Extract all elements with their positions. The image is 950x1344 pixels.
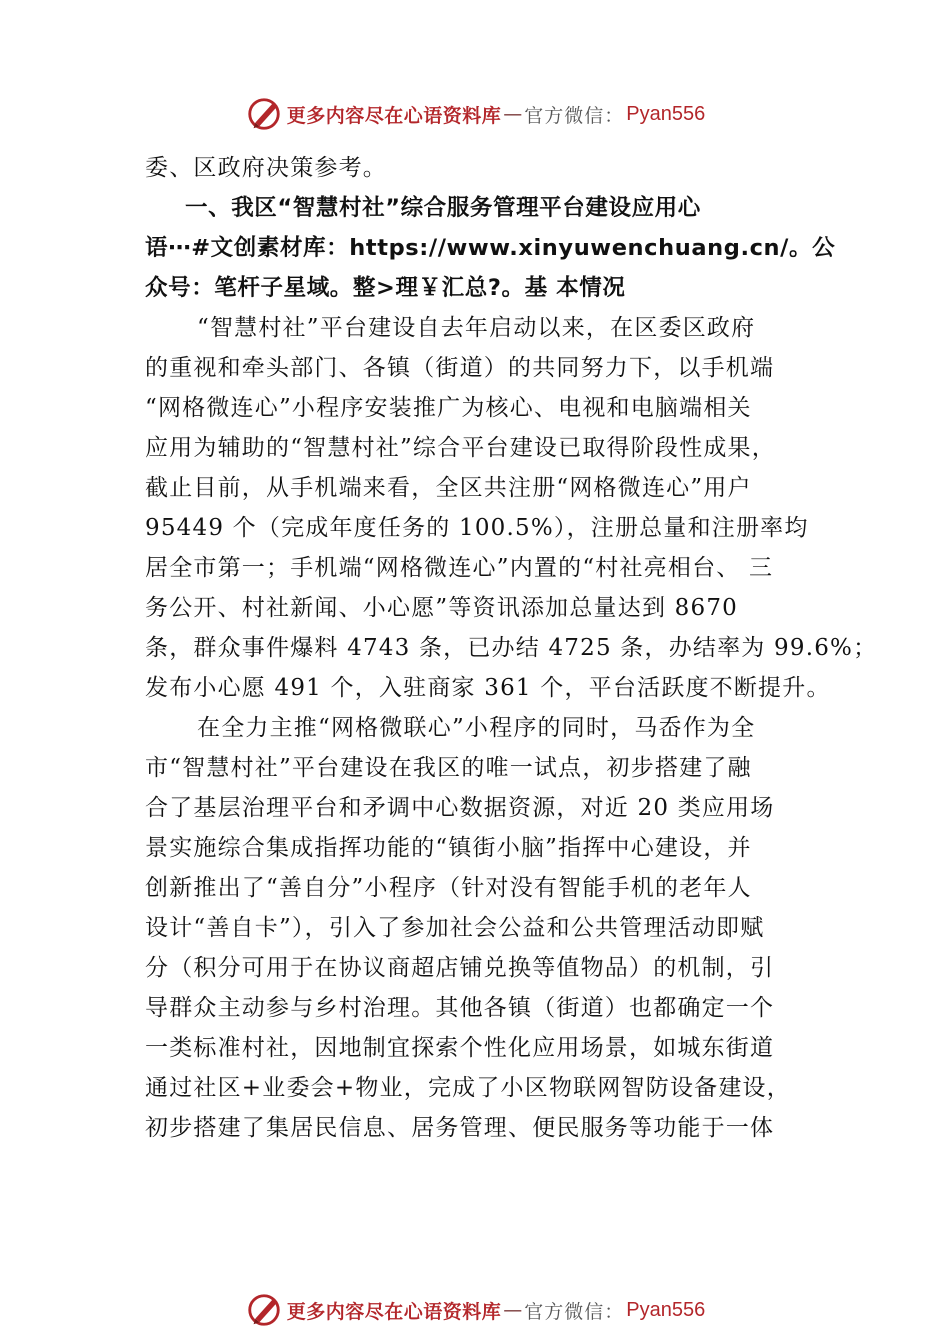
banner-separator: — [503,1299,523,1321]
text-line: 市“智慧村社”平台建设在我区的唯一试点，初步搭建了融 [145,755,752,781]
text-line: 居全市第一；手机端“网格微连心”内置的“村社亮相台、 三 [145,555,774,581]
text-line: 初步搭建了集居民信息、居务管理、便民服务等功能于一体 [145,1115,775,1141]
pen-seal-logo-icon [245,95,283,133]
banner-site-text: 更多内容尽在心语资料库 [286,104,502,127]
text-line: 95449 个（完成年度任务的 100.5%），注册总量和注册率均 [145,515,809,541]
text-line: 委、区政府决策参考。 [145,155,387,181]
text-line: 务公开、村社新闻、小心愿”等资讯添加总量达到 8670 [145,595,739,621]
text-line: 合了基层治理平台和矛调中心数据资源，对近 20 类应用场 [145,795,775,821]
text-line: 应用为辅助的“智慧村社”综合平台建设已取得阶段性成果， [145,435,776,461]
text-line: 一类标准村社，因地制宜探索个性化应用场景，如城东街道 [145,1035,775,1061]
text-line: 导群众主动参与乡村治理。其他各镇（街道）也都确定一个 [145,995,775,1021]
banner-label: 官方微信： [524,1300,625,1323]
text-line: “网格微连心”小程序安装推广为核心、电视和电脑端相关 [145,395,752,421]
text-line: 创新推出了“善自分”小程序（针对没有智能手机的老年人 [145,875,752,901]
text-line: 设计“善自卡”），引入了参加社会公益和公共管理活动即赋 [145,915,765,941]
text-line: 条，群众事件爆料 4743 条，已办结 4725 条，办结率为 99.6%； [145,635,878,661]
document-body [145,148,878,1148]
header-banner [0,94,950,134]
text-line: 通过社区+业委会+物业，完成了小区物联网智防设备建设， [145,1075,791,1101]
banner-separator: — [503,103,523,125]
text-line: 景实施综合集成指挥功能的“镇街小脑”指挥中心建设，并 [145,835,752,861]
banner-label: 官方微信： [524,104,625,127]
pen-seal-logo-icon [245,1291,283,1329]
banner-site-text: 更多内容尽在心语资料库 [286,1300,502,1323]
banner-account: Pyan556 [626,102,706,125]
text-line: 分（积分可用于在协议商超店铺兑换等值物品）的机制，引 [145,955,775,981]
section-heading: 语⋯#文创素材库：https://www.xinyuwenchuang.cn/。公 [145,235,836,261]
text-line: “智慧村社”平台建设自去年启动以来，在区委区政府 [197,315,756,341]
text-line: 在全力主推“网格微联心”小程序的同时，马岙作为全 [197,715,756,741]
text-line: 发布小心愿 491 个，入驻商家 361 个，平台活跃度不断提升。 [145,675,831,701]
banner-account: Pyan556 [626,1298,706,1321]
text-line: 的重视和牵头部门、各镇（街道）的共同努力下，以手机端 [145,355,775,381]
text-line: 截止目前，从手机端来看，全区共注册“网格微连心”用户 [145,475,752,501]
section-heading: 众号：笔杆子星域。整>理￥汇总?。基 本情况 [145,275,626,301]
section-heading: 一、我区“智慧村社”综合服务管理平台建设应用心 [185,195,701,221]
footer-banner [0,1290,950,1330]
